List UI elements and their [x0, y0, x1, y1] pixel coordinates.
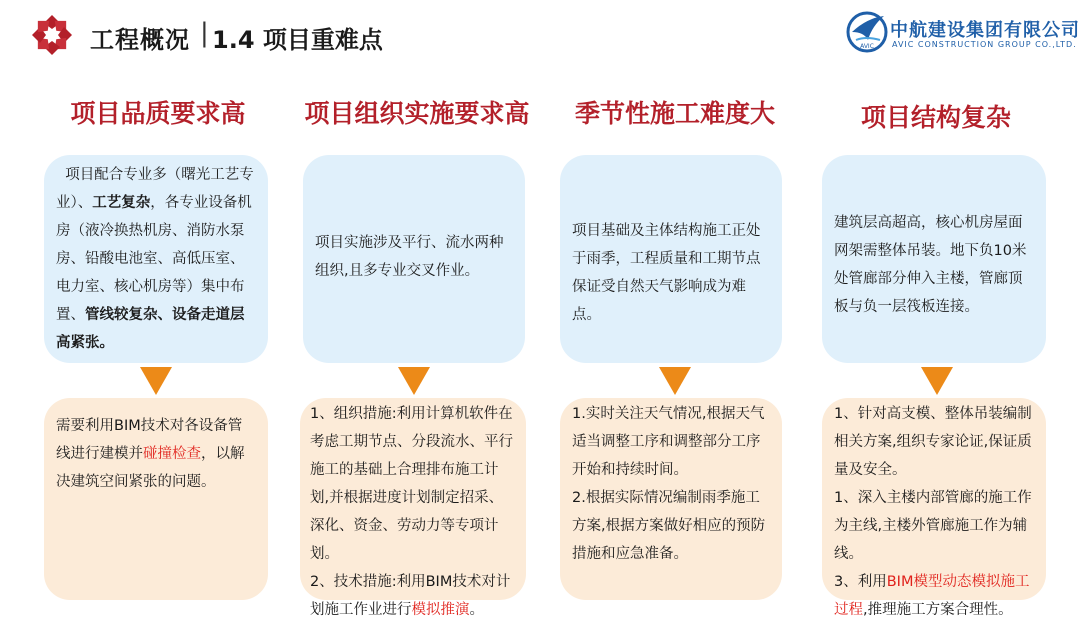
column-1-solution-box: [44, 398, 268, 600]
arrow-down-icon: [398, 367, 430, 395]
column-1-issue-box: [44, 155, 268, 363]
logo-badge-text: AVIC: [860, 43, 874, 50]
solution-text-4a: 1、针对高支模、整体吊装编制相关方案,组织专家论证,保证质量及安全。: [834, 406, 1032, 478]
solution-text-3b: 2.根据实际情况编制雨季施工方案,根据方案做好相应的预防措施和应急准备。: [572, 490, 766, 562]
section-logo-icon: [30, 13, 74, 57]
arrow-down-icon: [140, 367, 172, 395]
column-3-issue-box: [560, 155, 782, 363]
solution-text-4c: 3、利用BIM模型动态模拟施工过程,推理施工方案合理性。: [834, 574, 1030, 618]
column-title-structure: 项目结构复杂: [860, 103, 1011, 132]
arrow-down-icon: [921, 367, 953, 395]
solution-text-2b: 2、技术措施:利用BIM技术对计划施工作业进行模拟推演。: [310, 574, 511, 618]
solution-text-1: 需要利用BIM技术对各设备管线进行建模并碰撞检查，以解决建筑空间紧张的问题。: [56, 418, 245, 490]
solution-text-3a: 1.实时关注天气情况,根据天气适当调整工序和调整部分工序开始和持续时间。: [572, 406, 765, 478]
issue-text-3: 项目基础及主体结构施工正处于雨季，工程质量和工期节点保证受自然天气影响成为难点。: [572, 223, 761, 323]
solution-text-2a: 1、组织措施:利用计算机软件在考虑工期节点、分段流水、平行施工的基础上合理排布施工计划,并根据进度计划制定招采、深化、资金、劳动力等专项计划。: [310, 406, 513, 562]
issue-text-2: 项目实施涉及平行、流水两种组织,且多专业交叉作业。: [315, 235, 504, 279]
column-2-issue-box: [303, 155, 525, 363]
company-logo-icon: [846, 10, 888, 54]
column-4-issue-box: [822, 155, 1046, 363]
company-name-en: AVIC CONSTRUCTION GROUP CO.,LTD.: [892, 40, 1077, 49]
column-title-seasonal: 季节性施工难度大: [574, 99, 775, 128]
column-3-solution-box: [560, 398, 782, 600]
issue-text-4: 建筑层高超高，核心机房屋面网架需整体吊装。地下负10米处管廊部分伸入主楼，管廊顶板与负一层筏板连接。: [834, 215, 1027, 315]
arrow-down-icon: [659, 367, 691, 395]
column-title-quality: 项目品质要求高: [70, 99, 246, 128]
slide-header: [0, 0, 1080, 72]
company-name-cn: 中航建设集团有限公司: [890, 20, 1080, 41]
column-4-solution-box: [822, 398, 1046, 618]
title-separator: |: [200, 18, 209, 48]
page-subtitle: 1.4 项目重难点: [212, 26, 383, 54]
column-title-organization: 项目组织实施要求高: [304, 99, 530, 128]
solution-text-4b: 1、深入主楼内部管廊的施工作为主线,主楼外管廊施工作为辅线。: [834, 490, 1032, 562]
column-2-solution-box: [300, 398, 526, 618]
section-title: 工程概况: [90, 26, 190, 54]
issue-text-1: 项目配合专业多（曙光工艺专业）、工艺复杂，各专业设备机房（液冷换热机房、消防水泵房、铅酸电池室、高低压室、电力室、核心机房等）集中布置、管线较复杂、设备走道层高紧张。: [56, 167, 254, 351]
